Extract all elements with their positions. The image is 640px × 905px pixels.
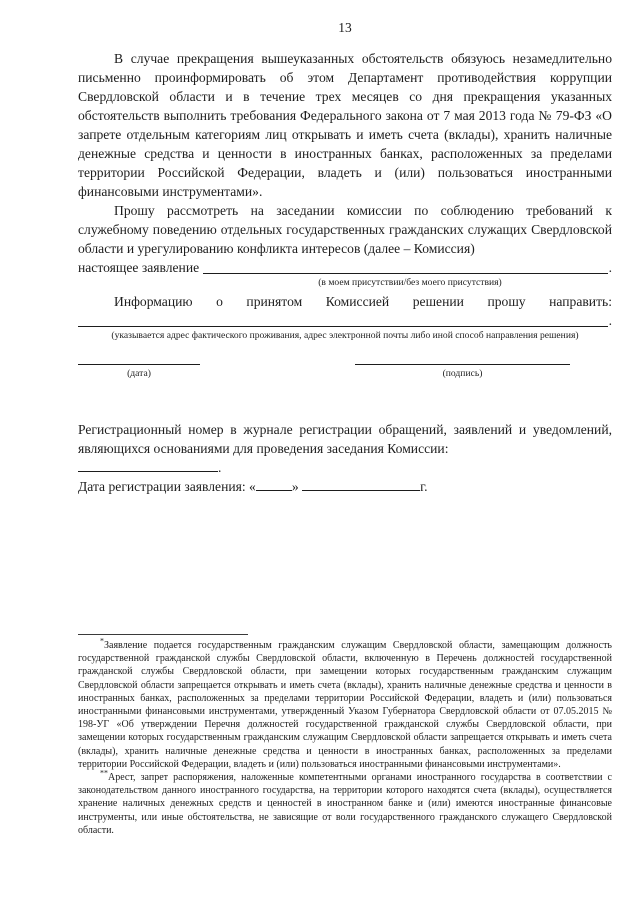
date-blank-line — [78, 364, 200, 366]
footnote-2-marker: ** — [100, 768, 108, 778]
presence-caption: (в моем присутствии/без моего присутствия) — [318, 277, 502, 288]
paragraph-request: Прошу рассмотреть на заседании комиссии по соблюдению требований к служебному поведению отдельных государственных гражданских служащих Свердловской области и урегулированию конфликта интересов (далее – Комиссия) — [78, 203, 612, 256]
paragraph-info-request: Информацию о принятом Комиссией решении прошу направить: — [114, 294, 612, 309]
registration-date-month-blank — [302, 477, 420, 491]
signature-block — [355, 364, 570, 380]
registration-date-quote: » — [291, 479, 299, 494]
registration-paragraph: Регистрационный номер в журнале регистрации обращений, заявлений и уведомлений, являющихся основаниями для проведения заседания Комиссии: — [78, 422, 612, 456]
registration-date-line — [78, 477, 612, 496]
page-number: 13 — [338, 20, 352, 35]
paragraph-obligation: В случае прекращения вышеуказанных обстоятельств обязуюсь незамедлительно письменно проинформировать об этом Департамент противодействия коррупции Свердловской области и в течение трех месяцев со дня прекращения указанных обстоятельств выполнить требования Федерального закона от 7 мая 2013 года № 79-ФЗ «О запрете отдельным категориям лиц открывать и иметь счета (вклады), хранить наличные денежные средства и ценности в иностранных банках, расположенных за пределами территории Российской Федерации, владеть и (или) пользоваться иностранными финансовыми инструментами». — [78, 51, 612, 199]
signature-caption: (подпись) — [442, 368, 483, 379]
signature-blank-line — [355, 364, 570, 366]
footnote-2 — [78, 768, 612, 837]
date-caption: (дата) — [127, 368, 151, 379]
address-fill-period: . — [608, 313, 612, 328]
footnote-1-text: Заявление подается государственным гражданским служащим Свердловской области, замещающим должность государственной гражданской службы Свердловской области, включенную в Перечень должностей государственной гражданской службы Свердловской области, при замещении которых государственным гражданским служащим Свердловской области запрещается открывать и иметь счета (вклады), хранить наличные денежные средства и ценности в иностранных банках, расположенных за пределами территории Российской Федерации, владеть и (или) пользоваться иностранными финансовыми инструментами, утвержденный Указом Губернатора Свердловской области от 07.05.2015 № 198-УГ «Об утверждении Перечня должностей государственной гражданской службы Свердловской области, при замещении которых государственным гражданским служащим Свердловской области запрещается открывать и иметь счета (вклады), хранить наличные денежные средства и ценности в иностранных банках, расположенных за пределами территории Российской Федерации, владеть и (или) пользоваться иностранными финансовыми инструментами». — [78, 640, 612, 770]
registration-period: . — [218, 460, 222, 475]
registration-number-line — [78, 458, 612, 477]
statement-fill-period: . — [608, 260, 612, 275]
date-block — [78, 364, 200, 380]
address-caption: (указывается адрес фактического проживания, адрес электронной почты либо иной способ направления решения) — [111, 330, 579, 341]
statement-fill-line — [78, 258, 612, 277]
registration-date-label: Дата регистрации заявления: « — [78, 479, 256, 494]
presence-blank-line — [203, 272, 607, 274]
statement-fill-label: настоящее заявление — [78, 260, 200, 275]
registration-number-blank — [78, 458, 218, 472]
footnote-2-text: Арест, запрет распоряжения, наложенные компетентными органами иностранного государства в соответствии с законодательством данного иностранного государства, на территории которого находятся счета (вклады), осуществляется хранение наличных денежных средств и ценностей в иностранном банке и (или) имеются иностранные финансовые инструменты, или иные обстоятельства, не зависящие от воли государственного гражданского служащего Свердловской области. — [78, 772, 612, 836]
registration-date-day-blank — [256, 477, 292, 491]
footnotes-section — [78, 634, 612, 837]
footnote-1-marker: * — [100, 636, 104, 646]
signature-row — [78, 364, 612, 380]
registration-date-suffix: г. — [420, 479, 428, 494]
registration-block — [78, 420, 612, 496]
footnote-1 — [78, 636, 612, 771]
address-fill-line — [78, 311, 612, 330]
address-blank-line — [78, 325, 608, 327]
